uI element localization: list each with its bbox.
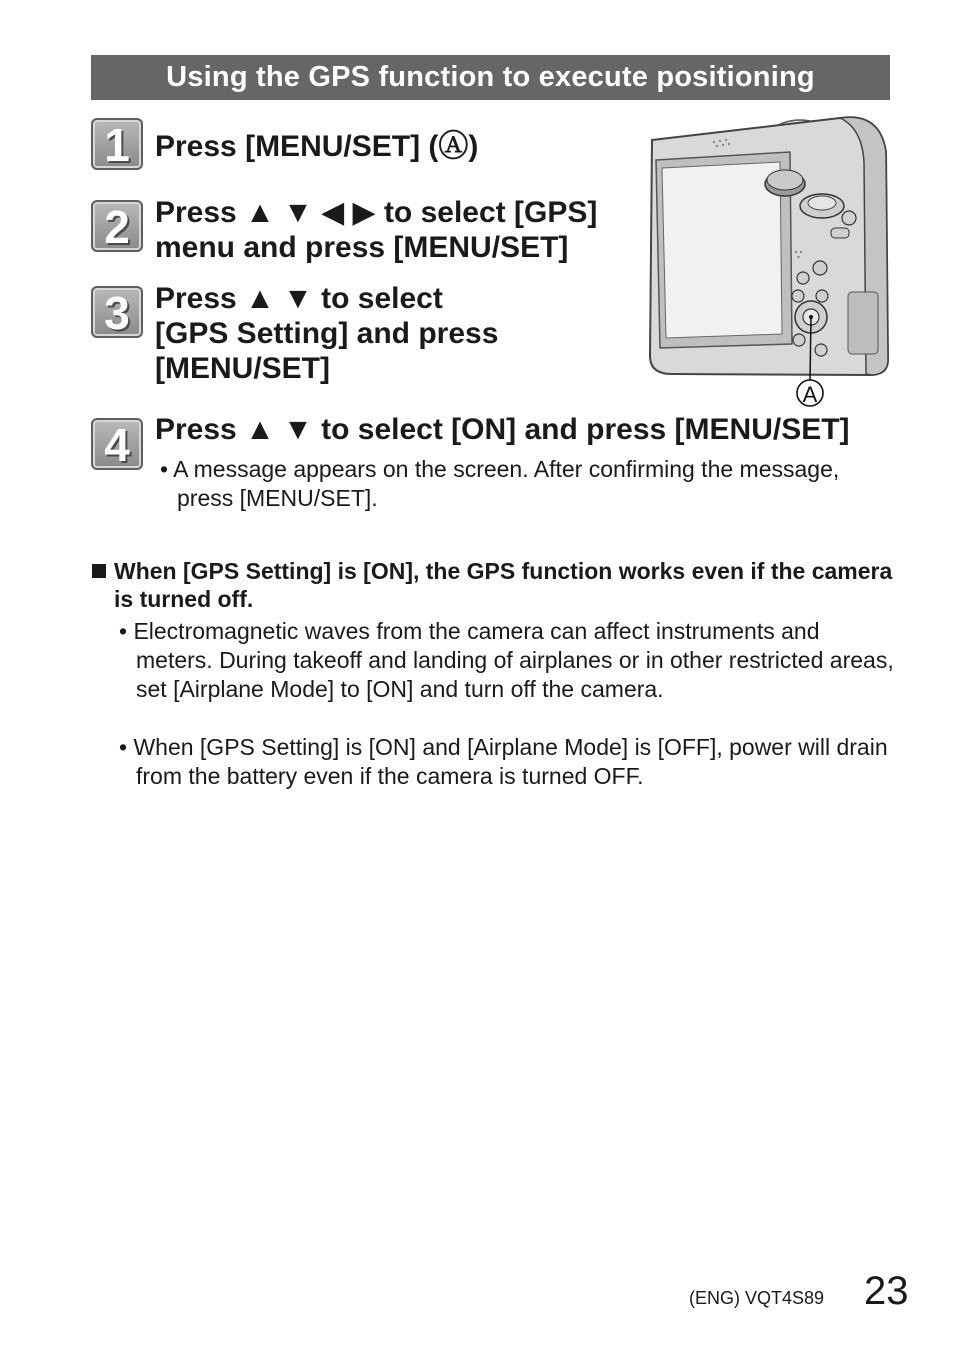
step-2-text xyxy=(155,195,597,265)
step-3-badge: 3 xyxy=(91,286,143,338)
note-heading xyxy=(92,557,914,613)
page-number: 23 xyxy=(864,1269,909,1313)
callout-a-label: A xyxy=(802,382,818,407)
note-bullet-2: • When [GPS Setting] is [ON] and [Airplane Mode] is [OFF], power will drain from the battery even if the camera is turned OFF. xyxy=(119,734,888,789)
note-heading-text: When [GPS Setting] is [ON], the GPS function works even if the camera is turned off. xyxy=(114,558,893,612)
step-2-line-2: menu and press [MENU/SET] xyxy=(155,231,569,264)
section-title: Using the GPS function to execute positioning xyxy=(91,55,890,100)
step-3-line-1: Press ▲ ▼ to select xyxy=(155,282,443,315)
camera-back-illustration xyxy=(640,112,895,412)
step-2-line-1: Press ▲ ▼ ◀ ▶ to select [GPS] xyxy=(155,196,598,229)
step-1-text xyxy=(155,129,478,164)
square-bullet-icon xyxy=(92,564,106,578)
note-bullet-1: • Electromagnetic waves from the camera can affect instruments and meters. During takeoff and landing of airplanes or in other restricted areas, set [Airplane Mode] to [ON] and turn off the camera. xyxy=(119,618,894,702)
step-4-badge: 4 xyxy=(91,418,143,470)
step-2-badge: 2 xyxy=(91,200,143,252)
step-3-line-3: [MENU/SET] xyxy=(155,352,330,385)
step-3-text xyxy=(155,281,498,386)
step-3-line-2: [GPS Setting] and press xyxy=(155,317,499,350)
document-code: (ENG) VQT4S89 xyxy=(689,1288,825,1308)
step-1-line-1: Press [MENU/SET] (Ⓐ) xyxy=(155,130,479,163)
step-1-badge: 1 xyxy=(91,118,143,170)
step-4-line-1: Press ▲ ▼ to select [ON] and press [MENU/SET] xyxy=(155,413,850,446)
step-4-bullet: • A message appears on the screen. After confirming the message, press [MENU/SET]. xyxy=(160,456,840,511)
step-4-text xyxy=(155,412,850,447)
